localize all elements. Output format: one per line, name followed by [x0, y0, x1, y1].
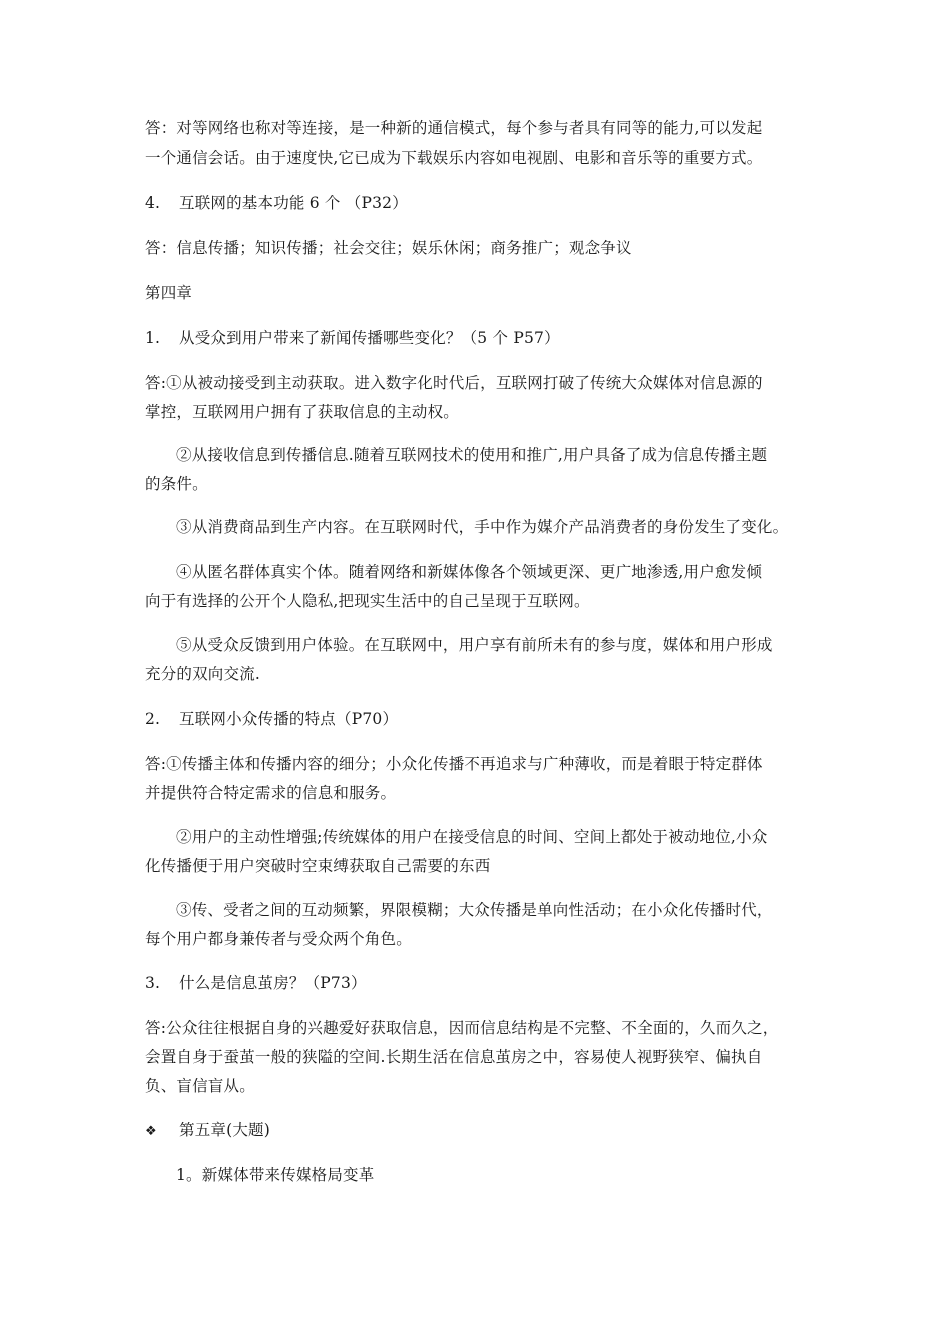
answer-line: 答：信息传播；知识传播；社会交往；娱乐休闲；商务推广；观念争议 — [145, 239, 632, 257]
question-3 — [145, 970, 810, 997]
question-text: 从受众到用户带来了新闻传播哪些变化？（5 个 P57） — [179, 329, 560, 347]
chapter-heading-5 — [145, 1117, 810, 1145]
answer-line: 充分的双向交流. — [145, 665, 261, 683]
question-4 — [145, 190, 810, 217]
question-number: 4. — [145, 194, 161, 212]
question-2 — [145, 706, 810, 733]
question-text: 互联网的基本功能 6 个 （P32） — [179, 194, 408, 212]
answer-line: 每个用户都身兼传者与受众两个角色。 — [145, 930, 412, 948]
answer-line: ③传、受者之间的互动频繁，界限模糊；大众传播是单向性活动；在小众化传播时代， — [176, 901, 773, 919]
answer-line: 一个通信会话。由于速度快,它已成为下载娱乐内容如电视剧、电影和音乐等的重要方式。 — [145, 149, 763, 167]
answer-line: ③从消费商品到生产内容。在互联网时代，手中作为媒介产品消费者的身份发生了变化。 — [176, 518, 789, 536]
list-item: 1。新媒体带来传媒格局变革 — [176, 1166, 375, 1184]
answer-line: ⑤从受众反馈到用户体验。在互联网中，用户享有前所未有的参与度，媒体和用户形成 — [176, 636, 773, 654]
answer-line: 化传播便于用户突破时空束缚获取自己需要的东西 — [145, 857, 491, 875]
answer-line: ②用户的主动性增强;传统媒体的用户在接受信息的时间、空间上都处于被动地位,小众 — [176, 828, 768, 846]
answer-line: 答:①从被动接受到主动获取。进入数字化时代后，互联网打破了传统大众媒体对信息源的 — [145, 374, 763, 392]
question-text: 什么是信息茧房？（P73） — [179, 974, 367, 992]
question-text: 互联网小众传播的特点（P70） — [179, 710, 399, 728]
answer-line: 答：对等网络也称对等连接，是一种新的通信模式，每个参与者具有同等的能力,可以发起 — [145, 119, 763, 137]
answer-line: 并提供符合特定需求的信息和服务。 — [145, 784, 397, 802]
question-number: 2. — [145, 710, 161, 728]
diamond-bullet-icon: ❖ — [145, 1124, 157, 1139]
answer-line: ④从匿名群体真实个体。随着网络和新媒体像各个领域更深、更广地渗透,用户愈发倾 — [176, 563, 763, 581]
answer-line: 答:公众往往根据自身的兴趣爱好获取信息，因而信息结构是不完整、不全面的，久而久之， — [145, 1019, 779, 1037]
answer-line: 的条件。 — [145, 475, 208, 493]
question-number: 3. — [145, 974, 161, 992]
answer-line: 向于有选择的公开个人隐私,把现实生活中的自己呈现于互联网。 — [145, 592, 590, 610]
answer-line: 会置自身于蚕茧一般的狭隘的空间.长期生活在信息茧房之中，容易使人视野狭窄、偏执自 — [145, 1048, 763, 1066]
chapter-title: 第五章(大题) — [179, 1121, 270, 1139]
answer-line: 负、盲信盲从。 — [145, 1077, 255, 1095]
answer-line: 掌控，互联网用户拥有了获取信息的主动权。 — [145, 403, 460, 421]
chapter-heading: 第四章 — [145, 284, 193, 302]
question-1 — [145, 325, 810, 352]
answer-line: 答:①传播主体和传播内容的细分；小众化传播不再追求与广种薄收，而是着眼于特定群体 — [145, 755, 763, 773]
question-number: 1. — [145, 329, 161, 347]
answer-line: ②从接收信息到传播信息.随着互联网技术的使用和推广,用户具备了成为信息传播主题 — [176, 446, 768, 464]
